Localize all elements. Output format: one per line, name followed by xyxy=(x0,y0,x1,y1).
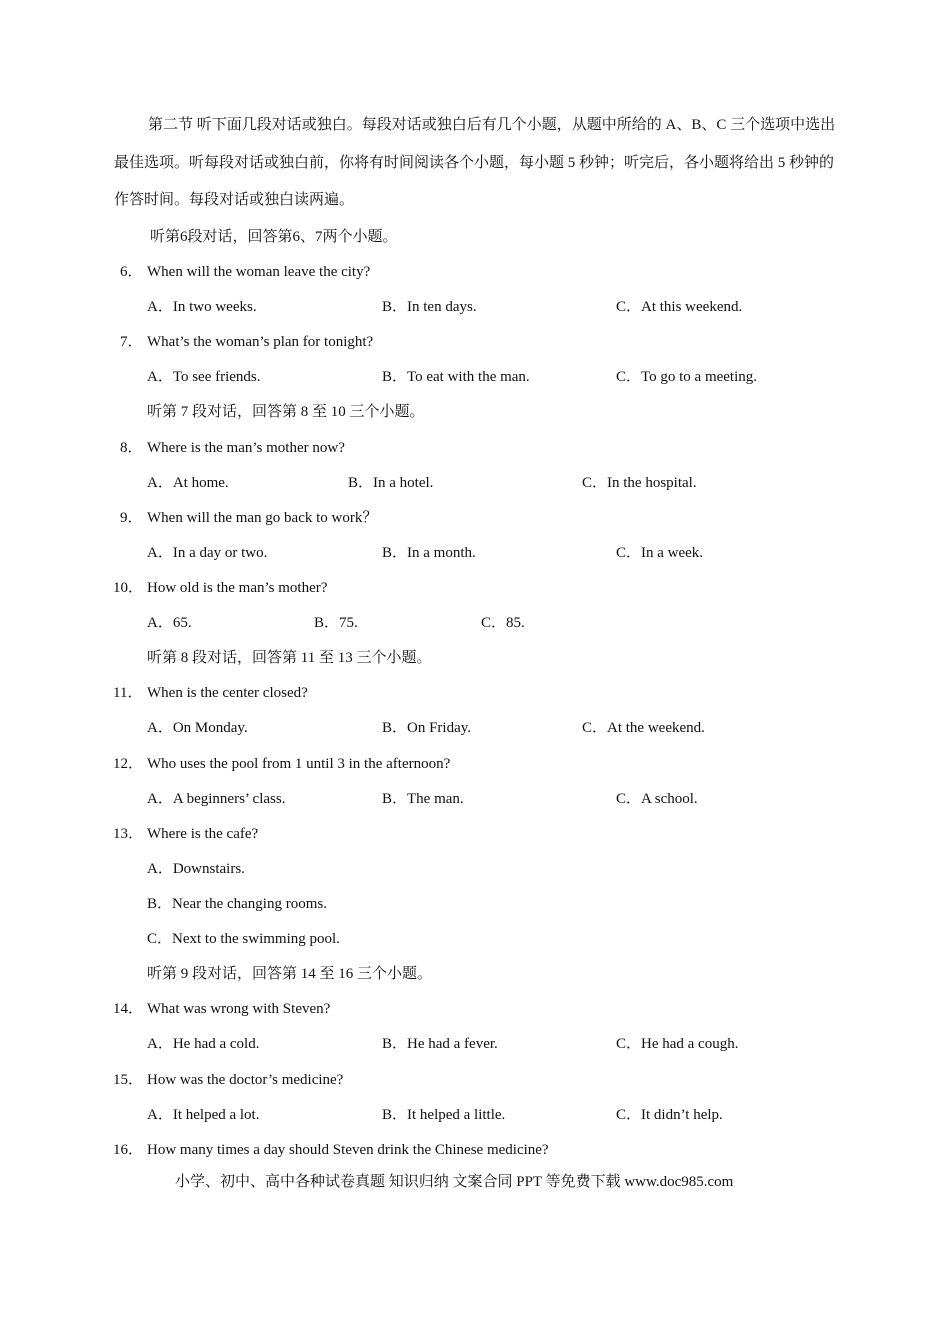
option-b: B．In a month. xyxy=(382,545,476,561)
question-text: What’s the woman’s plan for tonight? xyxy=(147,334,374,350)
question-text: Who uses the pool from 1 until 3 in the afternoon? xyxy=(147,756,451,772)
option-c: C．In a week. xyxy=(616,545,704,561)
question-number: 10． xyxy=(113,580,144,596)
option-b: B．He had a fever. xyxy=(382,1036,498,1052)
page-footer: 小学、初中、高中各种试卷真题 知识归纳 文案合同 PPT 等免费下载 www.doc985.com xyxy=(175,1174,734,1190)
option-b: B．In a hotel. xyxy=(348,475,434,491)
option-c: C．A school. xyxy=(616,791,698,807)
option-a: A．He had a cold. xyxy=(147,1036,260,1052)
question-number: 6． xyxy=(120,264,143,280)
option-a: A．In a day or two. xyxy=(147,545,268,561)
section-header-6: 听第6段对话，回答第6、7两个小题。 xyxy=(150,229,398,245)
question-text: When will the woman leave the city? xyxy=(147,264,371,280)
question-number: 7． xyxy=(120,334,143,350)
question-number: 14． xyxy=(113,1001,144,1017)
option-c: C．85. xyxy=(481,615,525,631)
question-number: 13． xyxy=(113,826,144,842)
option-c: C．Next to the swimming pool. xyxy=(147,931,340,947)
question-number: 15． xyxy=(113,1072,144,1088)
option-a: A．At home. xyxy=(147,475,229,491)
section-header-9: 听第 9 段对话，回答第 14 至 16 三个小题。 xyxy=(147,966,433,982)
question-text: Where is the man’s mother now? xyxy=(147,440,345,456)
section-header-8: 听第 8 段对话，回答第 11 至 13 三个小题。 xyxy=(147,650,432,666)
option-c: C．To go to a meeting. xyxy=(616,369,758,385)
option-b: B．The man. xyxy=(382,791,464,807)
option-a: A．In two weeks. xyxy=(147,299,257,315)
option-a: A．To see friends. xyxy=(147,369,261,385)
question-number: 16． xyxy=(113,1142,144,1158)
question-number: 8． xyxy=(120,440,143,456)
option-a: A．A beginners’ class. xyxy=(147,791,286,807)
option-b: B．In ten days. xyxy=(382,299,477,315)
option-c: C．At the weekend. xyxy=(582,720,705,736)
question-number: 12． xyxy=(113,756,144,772)
option-a: A．On Monday. xyxy=(147,720,248,736)
option-b: B．To eat with the man. xyxy=(382,369,530,385)
option-c: C．At this weekend. xyxy=(616,299,743,315)
option-a: A．65. xyxy=(147,615,192,631)
option-b: B．75. xyxy=(314,615,358,631)
option-c: C．In the hospital. xyxy=(582,475,697,491)
option-b: B．It helped a little. xyxy=(382,1107,506,1123)
option-b: B．Near the changing rooms. xyxy=(147,896,327,912)
question-number: 11． xyxy=(113,685,143,701)
option-b: B．On Friday. xyxy=(382,720,472,736)
section-two-instructions: 第二节 听下面几段对话或独白。每段对话或独白后有几个小题，从题中所给的 A、B、C 三个选项中选出最佳选项。听每段对话或独白前，你将有时间阅读各个小题，每小题 5 秒钟；听完后，各小题将给出 5 秒钟的作答时间。每段对话或独白读两遍。 xyxy=(114,117,836,208)
option-a: A．It helped a lot. xyxy=(147,1107,260,1123)
option-c: C．He had a cough. xyxy=(616,1036,739,1052)
question-text: How old is the man’s mother? xyxy=(147,580,328,596)
section-header-7: 听第 7 段对话，回答第 8 至 10 三个小题。 xyxy=(147,404,425,420)
question-number: 9． xyxy=(120,510,143,526)
question-text: How many times a day should Steven drink the Chinese medicine? xyxy=(147,1142,549,1158)
option-c: C．It didn’t help. xyxy=(616,1107,723,1123)
question-text: When will the man go back to work？ xyxy=(147,510,378,526)
question-text: Where is the cafe? xyxy=(147,826,259,842)
option-a: A．Downstairs. xyxy=(147,861,245,877)
question-text: How was the doctor’s medicine? xyxy=(147,1072,344,1088)
question-text: When is the center closed? xyxy=(147,685,308,701)
question-text: What was wrong with Steven? xyxy=(147,1001,331,1017)
